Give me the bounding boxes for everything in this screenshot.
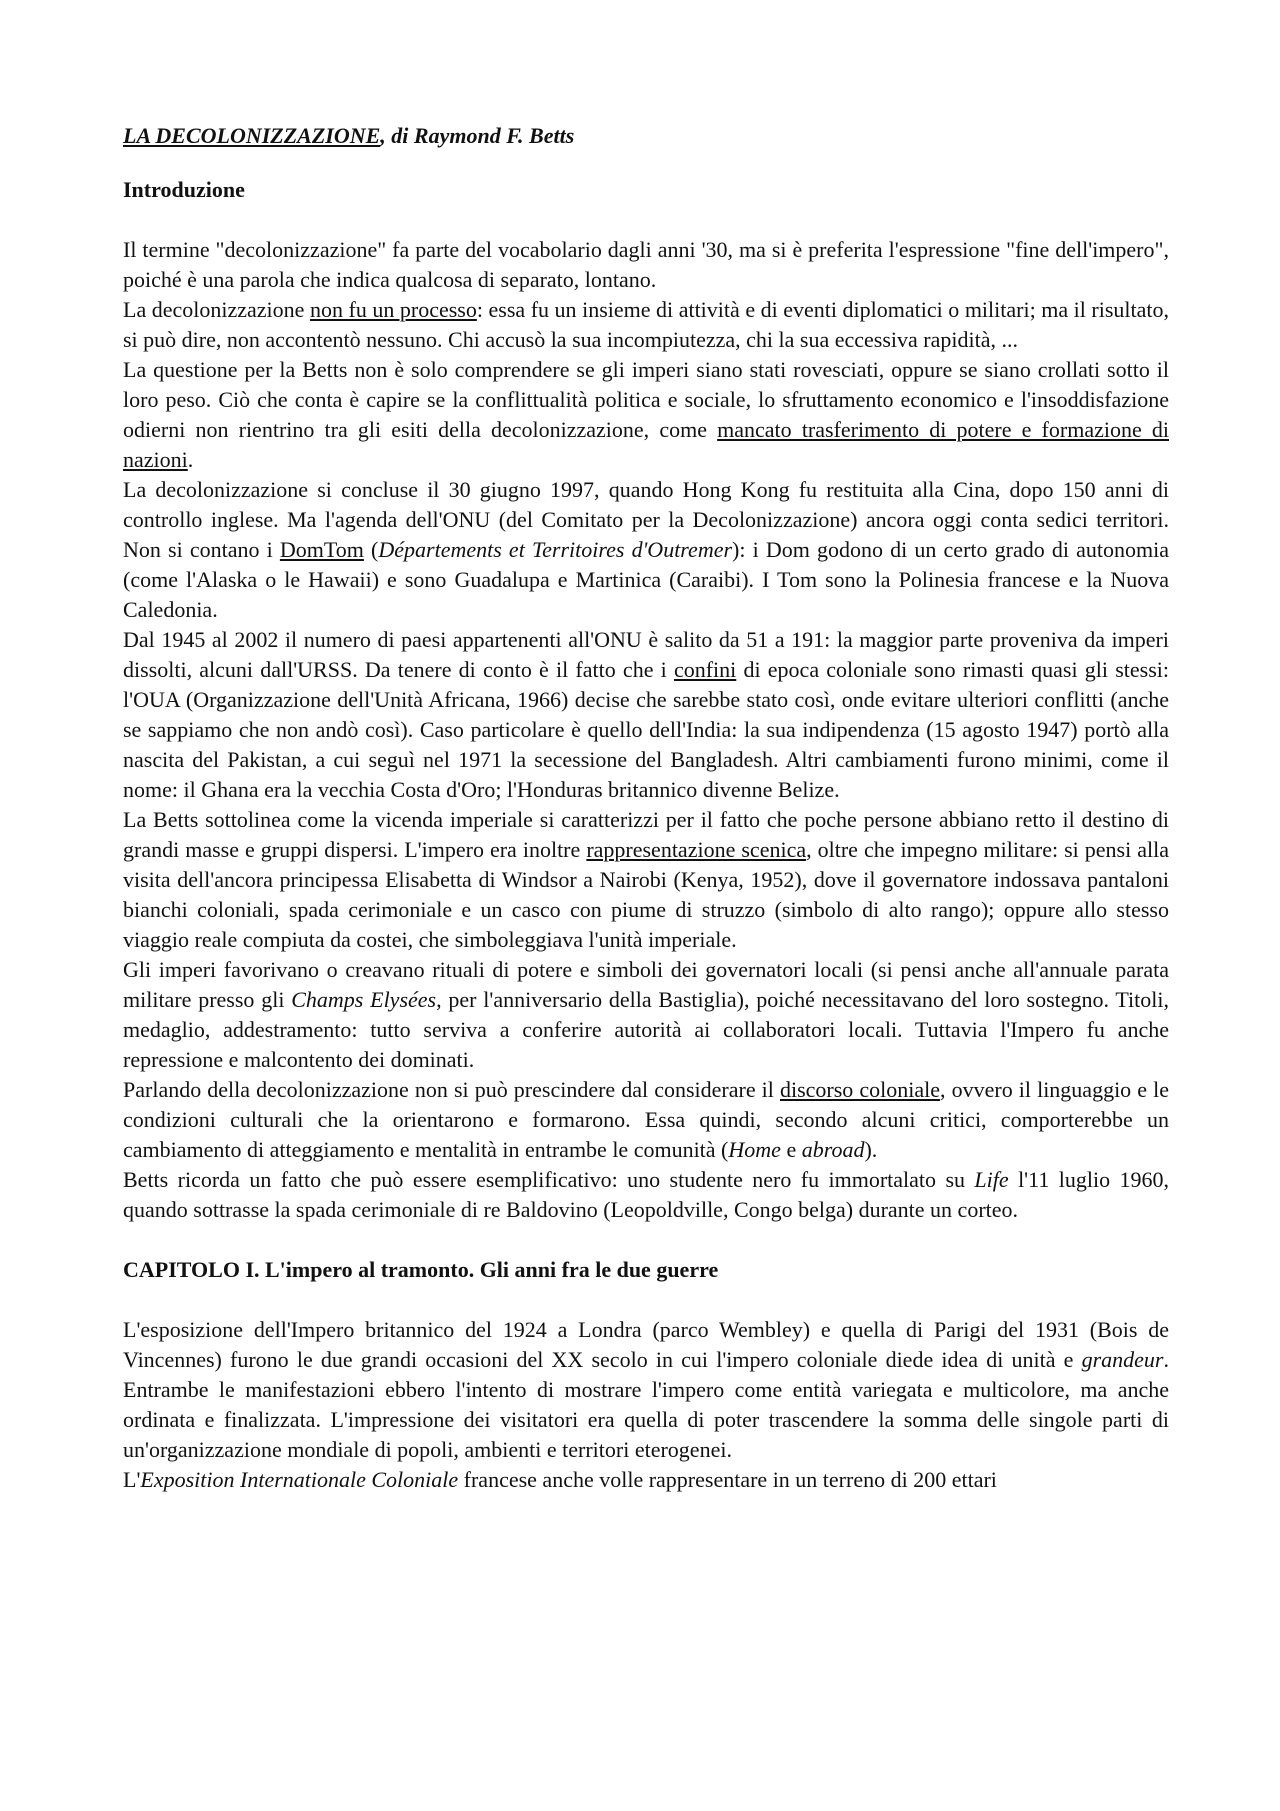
italic-text: grandeur [1081, 1347, 1164, 1372]
italic-text: Champs Elysées [291, 987, 437, 1012]
text: . Entrambe le manifestazioni ebbero l'intento di mostrare l'impero come entità variegata e multicolore, ma anche ordinata e finalizzata. L'impressione dei visitatori era quella di poter trascendere la somma delle singole parti di un'organizzazione mondiale di popoli, ambienti e territori eterogenei. [123, 1347, 1169, 1462]
text: L' [123, 1467, 141, 1492]
section-heading-capitolo-1: CAPITOLO I. L'impero al tramonto. Gli anni fra le due guerre [123, 1257, 719, 1282]
text: La questione per la Betts non è solo comprendere se gli imperi siano stati rovesciati, oppure se siano crollati sotto il loro peso. Ciò che conta è capire se la conflittualità politica e sociale, lo sfruttamento economico e l'insoddisfazione odierni non rientrino tra gli esiti della decolonizzazione, come [123, 357, 1169, 442]
text: Betts ricorda un fatto che può essere esemplificativo: uno studente nero fu immortalato su [123, 1167, 975, 1192]
text: L'esposizione dell'Impero britannico del 1924 a Londra (parco Wembley) e quella di Parigi del 1931 (Bois de Vincennes) furono le due grandi occasioni del XX secolo in cui l'impero coloniale diede idea di unità e [123, 1317, 1169, 1372]
paragraph [123, 295, 1169, 355]
paragraph [123, 1465, 1169, 1495]
text: Gli imperi favorivano o creavano rituali di potere e simboli dei governatori locali (si pensi anche all'annuale parata militare presso gli [123, 957, 1169, 1012]
text: , ovvero il linguaggio e le condizioni culturali che la orientarono e formarono. Essa quindi, secondo alcuni critici, comporterebbe un cambiamento di atteggiamento e mentalità in entrambe le comunità ( [123, 1077, 1169, 1162]
italic-text: Home [728, 1137, 781, 1162]
document-title [123, 121, 1169, 151]
paragraph [123, 1165, 1169, 1225]
underlined-text: confini [673, 657, 737, 682]
underlined-text: discorso coloniale [779, 1077, 941, 1102]
text: ( [363, 537, 379, 562]
text: Dal 1945 al 2002 il numero di paesi appartenenti all'ONU è salito da 51 a 191: la maggior parte proveniva da imperi dissolti, alcuni dall'URSS. Da tenere di conto è il fatto che i [123, 627, 1169, 682]
text: , per l'anniversario della Bastiglia), poiché necessitavano del loro sostegno. Titoli, medaglio, addestramento: tutto serviva a conferire autorità ai collaboratori locali. Tuttavia l'Impero fu anche repressione e malcontento dei dominati. [123, 987, 1170, 1072]
italic-text: Départements et Territoires d'Outremer [378, 537, 733, 562]
paragraph [123, 955, 1169, 1075]
paragraph [123, 355, 1169, 475]
text: : essa fu un insieme di attività e di eventi diplomatici o militari; ma il risultato, si può dire, non accontentò nessuno. Chi accusò la sua incompiutezza, chi la sua eccessiva rapidità, ... [123, 297, 1169, 352]
underlined-text: DomTom [279, 537, 364, 562]
italic-text: Life [974, 1167, 1009, 1192]
text: di epoca coloniale sono rimasti quasi gli stessi: l'OUA (Organizzazione dell'Unità Africana, 1966) decise che sarebbe stato così, onde evitare ulteriori conflitti (anche se sappiamo che non andò così). Caso particolare è quello dell'India: la sua indipendenza (15 agosto 1947) portò alla nascita del Pakistan, a cui seguì nel 1971 la secessione del Bangladesh. Altri cambiamenti furono minimi, come il nome: il Ghana era la vecchia Costa d'Oro; l'Honduras britannico divenne Belize. [123, 657, 1169, 802]
spacer [123, 1225, 1169, 1255]
text: ): i Dom godono di un certo grado di autonomia (come l'Alaska o le Hawaii) e sono Guadalupa e Martinica (Caraibi). I Tom sono la Polinesia francese e la Nuova Caledonia. [123, 537, 1169, 622]
paragraph [123, 1315, 1169, 1465]
underlined-text: mancato trasferimento di potere e formazione di nazioni [123, 417, 1169, 472]
italic-text: abroad [801, 1137, 865, 1162]
title-author: , di Raymond F. Betts [380, 123, 575, 148]
paragraph [123, 475, 1169, 625]
document-body [123, 121, 1169, 1495]
paragraph [123, 1075, 1169, 1165]
section-heading-introduzione: Introduzione [123, 177, 245, 202]
text: . [187, 447, 194, 472]
title-main: LA DECOLONIZZAZIONE [123, 123, 381, 148]
paragraph [123, 235, 1169, 295]
text: francese anche volle rappresentare in un terreno di 200 ettari [458, 1467, 997, 1492]
text: La decolonizzazione [123, 297, 310, 322]
text: La Betts sottolinea come la vicenda imperiale si caratterizzi per il fatto che poche persone abbiano retto il destino di grandi masse e gruppi dispersi. L'impero era inoltre [123, 807, 1169, 862]
paragraph [123, 625, 1169, 805]
text: ). [864, 1137, 878, 1162]
text: l'11 luglio 1960, quando sottrasse la spada cerimoniale di re Baldovino (Leopoldville, Congo belga) durante un corteo. [123, 1167, 1169, 1222]
text: Il termine "decolonizzazione" fa parte del vocabolario dagli anni '30, ma si è preferita l'espressione "fine dell'impero", poiché è una parola che indica qualcosa di separato, lontano. [123, 237, 1169, 292]
paragraph [123, 805, 1169, 955]
text: e [780, 1137, 802, 1162]
text: Parlando della decolonizzazione non si può prescindere dal considerare il [123, 1077, 780, 1102]
underlined-text: non fu un processo [309, 297, 477, 322]
underlined-text: rappresentazione scenica [586, 837, 807, 862]
italic-text: Exposition Internationale Coloniale [140, 1467, 459, 1492]
text: La decolonizzazione si concluse il 30 giugno 1997, quando Hong Kong fu restituita alla Cina, dopo 150 anni di controllo inglese. Ma l'agenda dell'ONU (del Comitato per la Decolonizzazione) ancora oggi conta sedici territori. Non si contano i [123, 477, 1169, 562]
text: , oltre che impegno militare: si pensi alla visita dell'ancora principessa Elisabetta di Windsor a Nairobi (Kenya, 1952), dove il governatore indossava pantaloni bianchi coloniali, spada cerimoniale e un casco con piume di struzzo (simbolo di alto rango); oppure allo stesso viaggio reale compiuta da costei, che simboleggiava l'unità imperiale. [123, 837, 1170, 952]
